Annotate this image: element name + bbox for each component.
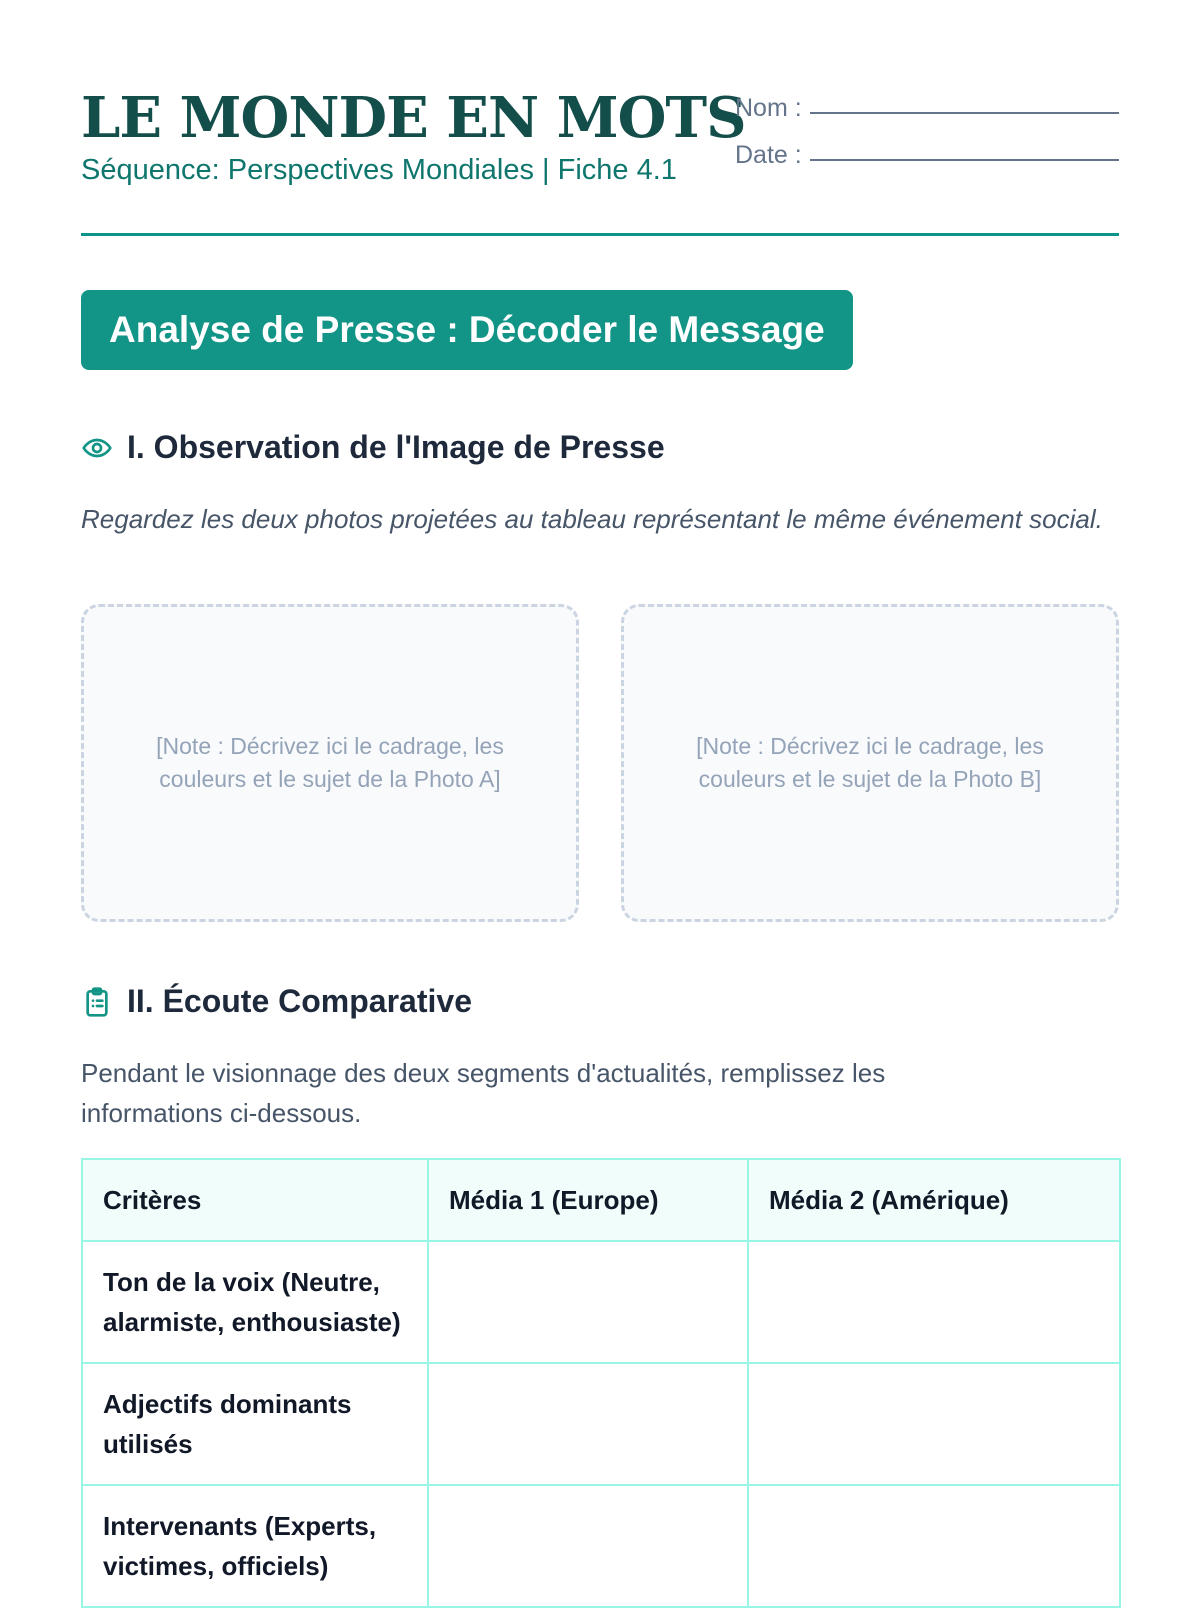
media-2-answer-cell[interactable]: [748, 1363, 1120, 1485]
criteria-cell: Adjectifs dominants utilisés: [82, 1363, 428, 1485]
name-field[interactable]: [735, 86, 1119, 122]
date-field-label: Date :: [735, 141, 802, 169]
section-observation-title: I. Observation de l'Image de Presse: [127, 429, 665, 465]
activity-banner: [81, 290, 853, 370]
media-2-answer-cell[interactable]: [748, 1241, 1120, 1363]
column-header-media-2: Média 2 (Amérique): [748, 1159, 1120, 1241]
media-1-answer-cell[interactable]: [428, 1241, 748, 1363]
date-field-line[interactable]: [810, 137, 1119, 161]
page-subtitle: Séquence: Perspectives Mondiales | Fiche 4.1: [81, 154, 677, 186]
media-1-answer-cell[interactable]: [428, 1485, 748, 1607]
column-header-criteria: Critères: [82, 1159, 428, 1241]
criteria-cell: Intervenants (Experts, victimes, officiels): [82, 1485, 428, 1607]
date-field[interactable]: [735, 133, 1119, 169]
column-header-media-1: Média 1 (Europe): [428, 1159, 748, 1241]
comparison-table: [81, 1158, 1121, 1608]
section-observation-instructions: Regardez les deux photos projetées au tableau représentant le même événement social.: [81, 504, 1103, 534]
photo-b-note: [Note : Décrivez ici le cadrage, les couleurs et le sujet de la Photo B]: [696, 733, 1044, 792]
header-divider: [81, 233, 1119, 236]
section-listening-instructions: Pendant le visionnage des deux segments d'actualités, remplissez les informations ci-dessous.: [81, 1058, 886, 1128]
clipboard-icon: [81, 986, 113, 1018]
name-field-line[interactable]: [810, 90, 1119, 114]
worksheet-page: [81, 0, 1119, 1600]
name-field-label: Nom :: [735, 94, 802, 122]
activity-banner-title: Analyse de Presse : Décoder le Message: [109, 309, 825, 350]
photo-b-note-box[interactable]: [621, 604, 1119, 922]
student-info-fields: [735, 86, 1119, 180]
section-listening-heading: [81, 983, 472, 1020]
section-observation-heading: [81, 429, 665, 466]
worksheet-header: [81, 86, 1119, 236]
table-row: [82, 1241, 1120, 1363]
table-header-row: [82, 1159, 1120, 1241]
page-title: LE MONDE EN MOTS: [81, 85, 746, 151]
photo-a-note-box[interactable]: [81, 604, 579, 922]
photo-a-note: [Note : Décrivez ici le cadrage, les couleurs et le sujet de la Photo A]: [156, 733, 504, 792]
eye-icon: [81, 432, 113, 464]
section-listening-title: II. Écoute Comparative: [127, 983, 472, 1019]
media-2-answer-cell[interactable]: [748, 1485, 1120, 1607]
criteria-cell: Ton de la voix (Neutre, alarmiste, enthousiaste): [82, 1241, 428, 1363]
table-row: [82, 1485, 1120, 1607]
table-row: [82, 1363, 1120, 1485]
media-1-answer-cell[interactable]: [428, 1363, 748, 1485]
